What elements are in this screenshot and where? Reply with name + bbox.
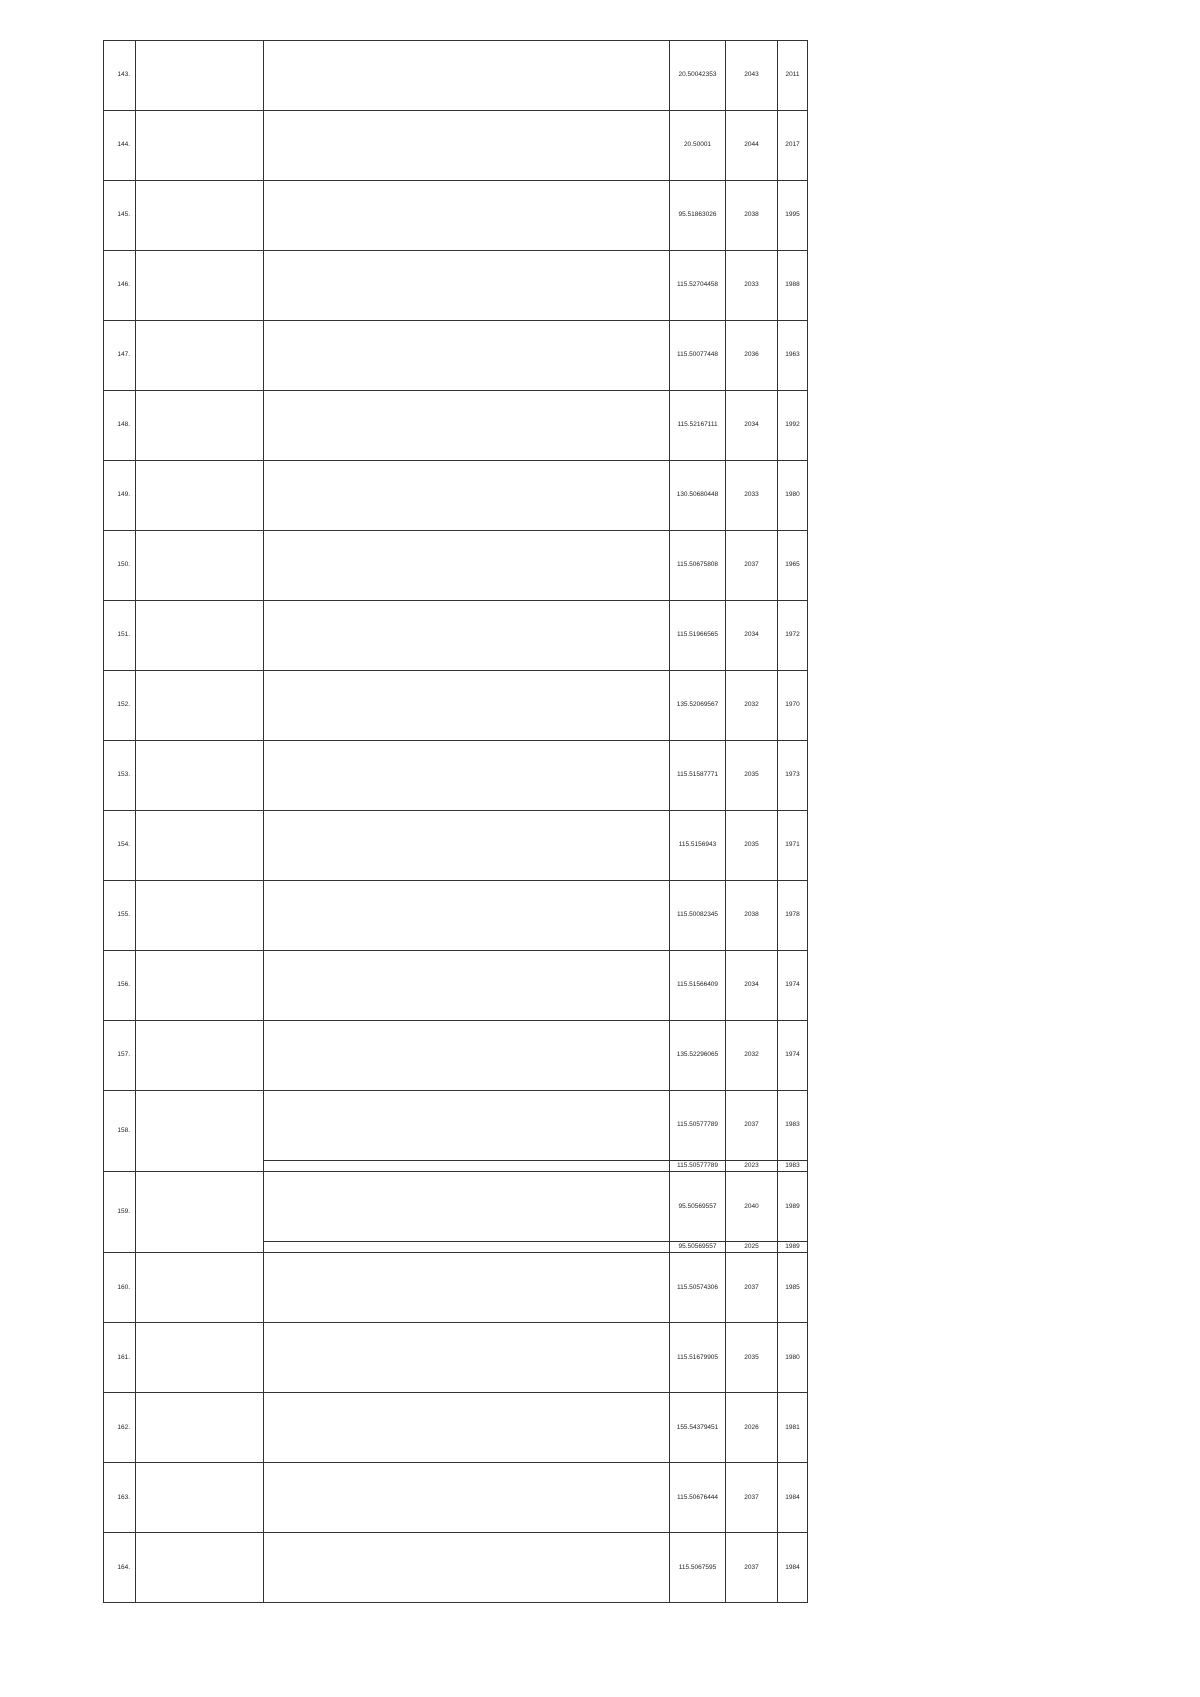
build-year-cell: 1981 [778, 1393, 808, 1463]
row-number: 143. [104, 41, 136, 111]
table-row [104, 811, 808, 881]
work-description-cell [264, 1242, 670, 1253]
work-description-cell [264, 1172, 670, 1242]
work-description-cell [264, 1161, 670, 1172]
build-year-cell: 1974 [778, 1021, 808, 1091]
row-number: 158. [104, 1091, 136, 1172]
table-row [104, 741, 808, 811]
address-cell [136, 1463, 264, 1533]
build-year-cell: 1989 [778, 1172, 808, 1242]
address-cell [136, 111, 264, 181]
row-number: 156. [104, 951, 136, 1021]
work-description-cell [264, 251, 670, 321]
build-year-cell: 1971 [778, 811, 808, 881]
work-description-cell [264, 461, 670, 531]
table-row [104, 601, 808, 671]
cost-value-cell: 115.51587771 [670, 741, 726, 811]
work-description-cell [264, 1393, 670, 1463]
work-description-cell [264, 531, 670, 601]
cost-value-cell: 20.50001 [670, 111, 726, 181]
build-year-cell: 1983 [778, 1091, 808, 1161]
cost-value-cell: 20.50042353 [670, 41, 726, 111]
table-row [104, 461, 808, 531]
work-description-cell [264, 111, 670, 181]
address-cell [136, 951, 264, 1021]
table-row [104, 1463, 808, 1533]
table-row [104, 531, 808, 601]
row-number: 148. [104, 391, 136, 461]
build-year-cell: 1992 [778, 391, 808, 461]
address-cell [136, 1323, 264, 1393]
build-year-cell: 1963 [778, 321, 808, 391]
cost-value-cell: 115.50574306 [670, 1253, 726, 1323]
table-row [104, 1533, 808, 1603]
work-description-cell [264, 1323, 670, 1393]
row-number: 149. [104, 461, 136, 531]
planned-year-cell: 2037 [726, 531, 778, 601]
address-cell [136, 321, 264, 391]
planned-year-cell: 2035 [726, 1323, 778, 1393]
cost-value-cell: 115.51679905 [670, 1323, 726, 1393]
planned-year-cell: 2035 [726, 811, 778, 881]
table-row [104, 1253, 808, 1323]
row-number: 161. [104, 1323, 136, 1393]
work-description-cell [264, 951, 670, 1021]
table-row [104, 1393, 808, 1463]
planned-year-cell: 2032 [726, 671, 778, 741]
planned-year-cell: 2032 [726, 1021, 778, 1091]
work-description-cell [264, 1463, 670, 1533]
planned-year-cell: 2044 [726, 111, 778, 181]
address-cell [136, 41, 264, 111]
row-number: 144. [104, 111, 136, 181]
planned-year-cell: 2038 [726, 181, 778, 251]
planned-year-cell: 2037 [726, 1253, 778, 1323]
address-cell [136, 1021, 264, 1091]
build-year-cell: 1995 [778, 181, 808, 251]
table-row [104, 111, 808, 181]
row-number: 153. [104, 741, 136, 811]
planned-year-cell: 2033 [726, 251, 778, 321]
cost-value-cell: 115.50577789 [670, 1091, 726, 1161]
capital-repair-table [103, 40, 808, 1603]
row-number: 145. [104, 181, 136, 251]
row-number: 164. [104, 1533, 136, 1603]
planned-year-cell: 2038 [726, 881, 778, 951]
table-row [104, 1021, 808, 1091]
address-cell [136, 391, 264, 461]
cost-value-cell: 95.51863026 [670, 181, 726, 251]
table-body [104, 41, 808, 1603]
planned-year-cell: 2025 [726, 1242, 778, 1253]
cost-value-cell: 115.50577789 [670, 1161, 726, 1172]
row-number: 160. [104, 1253, 136, 1323]
work-description-cell [264, 391, 670, 461]
build-year-cell: 1989 [778, 1242, 808, 1253]
planned-year-cell: 2036 [726, 321, 778, 391]
cost-value-cell: 95.50569557 [670, 1172, 726, 1242]
cost-value-cell: 115.52167111 [670, 391, 726, 461]
cost-value-cell: 95.50569557 [670, 1242, 726, 1253]
planned-year-cell: 2034 [726, 951, 778, 1021]
address-cell [136, 1253, 264, 1323]
build-year-cell: 1988 [778, 251, 808, 321]
row-number: 150. [104, 531, 136, 601]
row-number: 163. [104, 1463, 136, 1533]
row-number: 157. [104, 1021, 136, 1091]
work-description-cell [264, 321, 670, 391]
address-cell [136, 601, 264, 671]
planned-year-cell: 2026 [726, 1393, 778, 1463]
row-number: 159. [104, 1172, 136, 1253]
work-description-cell [264, 41, 670, 111]
row-number: 152. [104, 671, 136, 741]
build-year-cell: 1983 [778, 1161, 808, 1172]
cost-value-cell: 115.50676444 [670, 1463, 726, 1533]
table-row [104, 951, 808, 1021]
build-year-cell: 1978 [778, 881, 808, 951]
planned-year-cell: 2033 [726, 461, 778, 531]
table-row [104, 181, 808, 251]
address-cell [136, 1533, 264, 1603]
build-year-cell: 1974 [778, 951, 808, 1021]
cost-value-cell: 115.50077448 [670, 321, 726, 391]
address-cell [136, 671, 264, 741]
build-year-cell: 1980 [778, 461, 808, 531]
address-cell [136, 531, 264, 601]
table-row [104, 1172, 808, 1242]
planned-year-cell: 2034 [726, 601, 778, 671]
table-row [104, 391, 808, 461]
table-row [104, 881, 808, 951]
build-year-cell: 1985 [778, 1253, 808, 1323]
address-cell [136, 881, 264, 951]
work-description-cell [264, 1533, 670, 1603]
cost-value-cell: 115.50675808 [670, 531, 726, 601]
address-cell [136, 1393, 264, 1463]
cost-value-cell: 115.51966565 [670, 601, 726, 671]
work-description-cell [264, 1091, 670, 1161]
work-description-cell [264, 1021, 670, 1091]
work-description-cell [264, 1253, 670, 1323]
work-description-cell [264, 181, 670, 251]
work-description-cell [264, 671, 670, 741]
address-cell [136, 461, 264, 531]
planned-year-cell: 2035 [726, 741, 778, 811]
build-year-cell: 1970 [778, 671, 808, 741]
row-number: 154. [104, 811, 136, 881]
address-cell [136, 741, 264, 811]
cost-value-cell: 130.50680448 [670, 461, 726, 531]
work-description-cell [264, 881, 670, 951]
cost-value-cell: 135.52296065 [670, 1021, 726, 1091]
row-number: 155. [104, 881, 136, 951]
build-year-cell: 2011 [778, 41, 808, 111]
address-cell [136, 1172, 264, 1253]
table-row [104, 41, 808, 111]
table-row [104, 1091, 808, 1161]
planned-year-cell: 2037 [726, 1091, 778, 1161]
build-year-cell: 1972 [778, 601, 808, 671]
row-number: 162. [104, 1393, 136, 1463]
table-row [104, 671, 808, 741]
table-row [104, 251, 808, 321]
address-cell [136, 251, 264, 321]
build-year-cell: 1980 [778, 1323, 808, 1393]
build-year-cell: 1973 [778, 741, 808, 811]
table-row [104, 1323, 808, 1393]
row-number: 151. [104, 601, 136, 671]
address-cell [136, 1091, 264, 1172]
cost-value-cell: 155.54379451 [670, 1393, 726, 1463]
cost-value-cell: 135.52069567 [670, 671, 726, 741]
address-cell [136, 181, 264, 251]
planned-year-cell: 2037 [726, 1463, 778, 1533]
planned-year-cell: 2034 [726, 391, 778, 461]
row-number: 146. [104, 251, 136, 321]
work-description-cell [264, 741, 670, 811]
cost-value-cell: 115.52704458 [670, 251, 726, 321]
row-number: 147. [104, 321, 136, 391]
build-year-cell: 1984 [778, 1533, 808, 1603]
cost-value-cell: 115.50082345 [670, 881, 726, 951]
build-year-cell: 2017 [778, 111, 808, 181]
build-year-cell: 1984 [778, 1463, 808, 1533]
table-row [104, 321, 808, 391]
planned-year-cell: 2043 [726, 41, 778, 111]
cost-value-cell: 115.5156943 [670, 811, 726, 881]
work-description-cell [264, 811, 670, 881]
address-cell [136, 811, 264, 881]
build-year-cell: 1965 [778, 531, 808, 601]
planned-year-cell: 2037 [726, 1533, 778, 1603]
cost-value-cell: 115.51566409 [670, 951, 726, 1021]
planned-year-cell: 2023 [726, 1161, 778, 1172]
work-description-cell [264, 601, 670, 671]
planned-year-cell: 2040 [726, 1172, 778, 1242]
cost-value-cell: 115.5067595 [670, 1533, 726, 1603]
